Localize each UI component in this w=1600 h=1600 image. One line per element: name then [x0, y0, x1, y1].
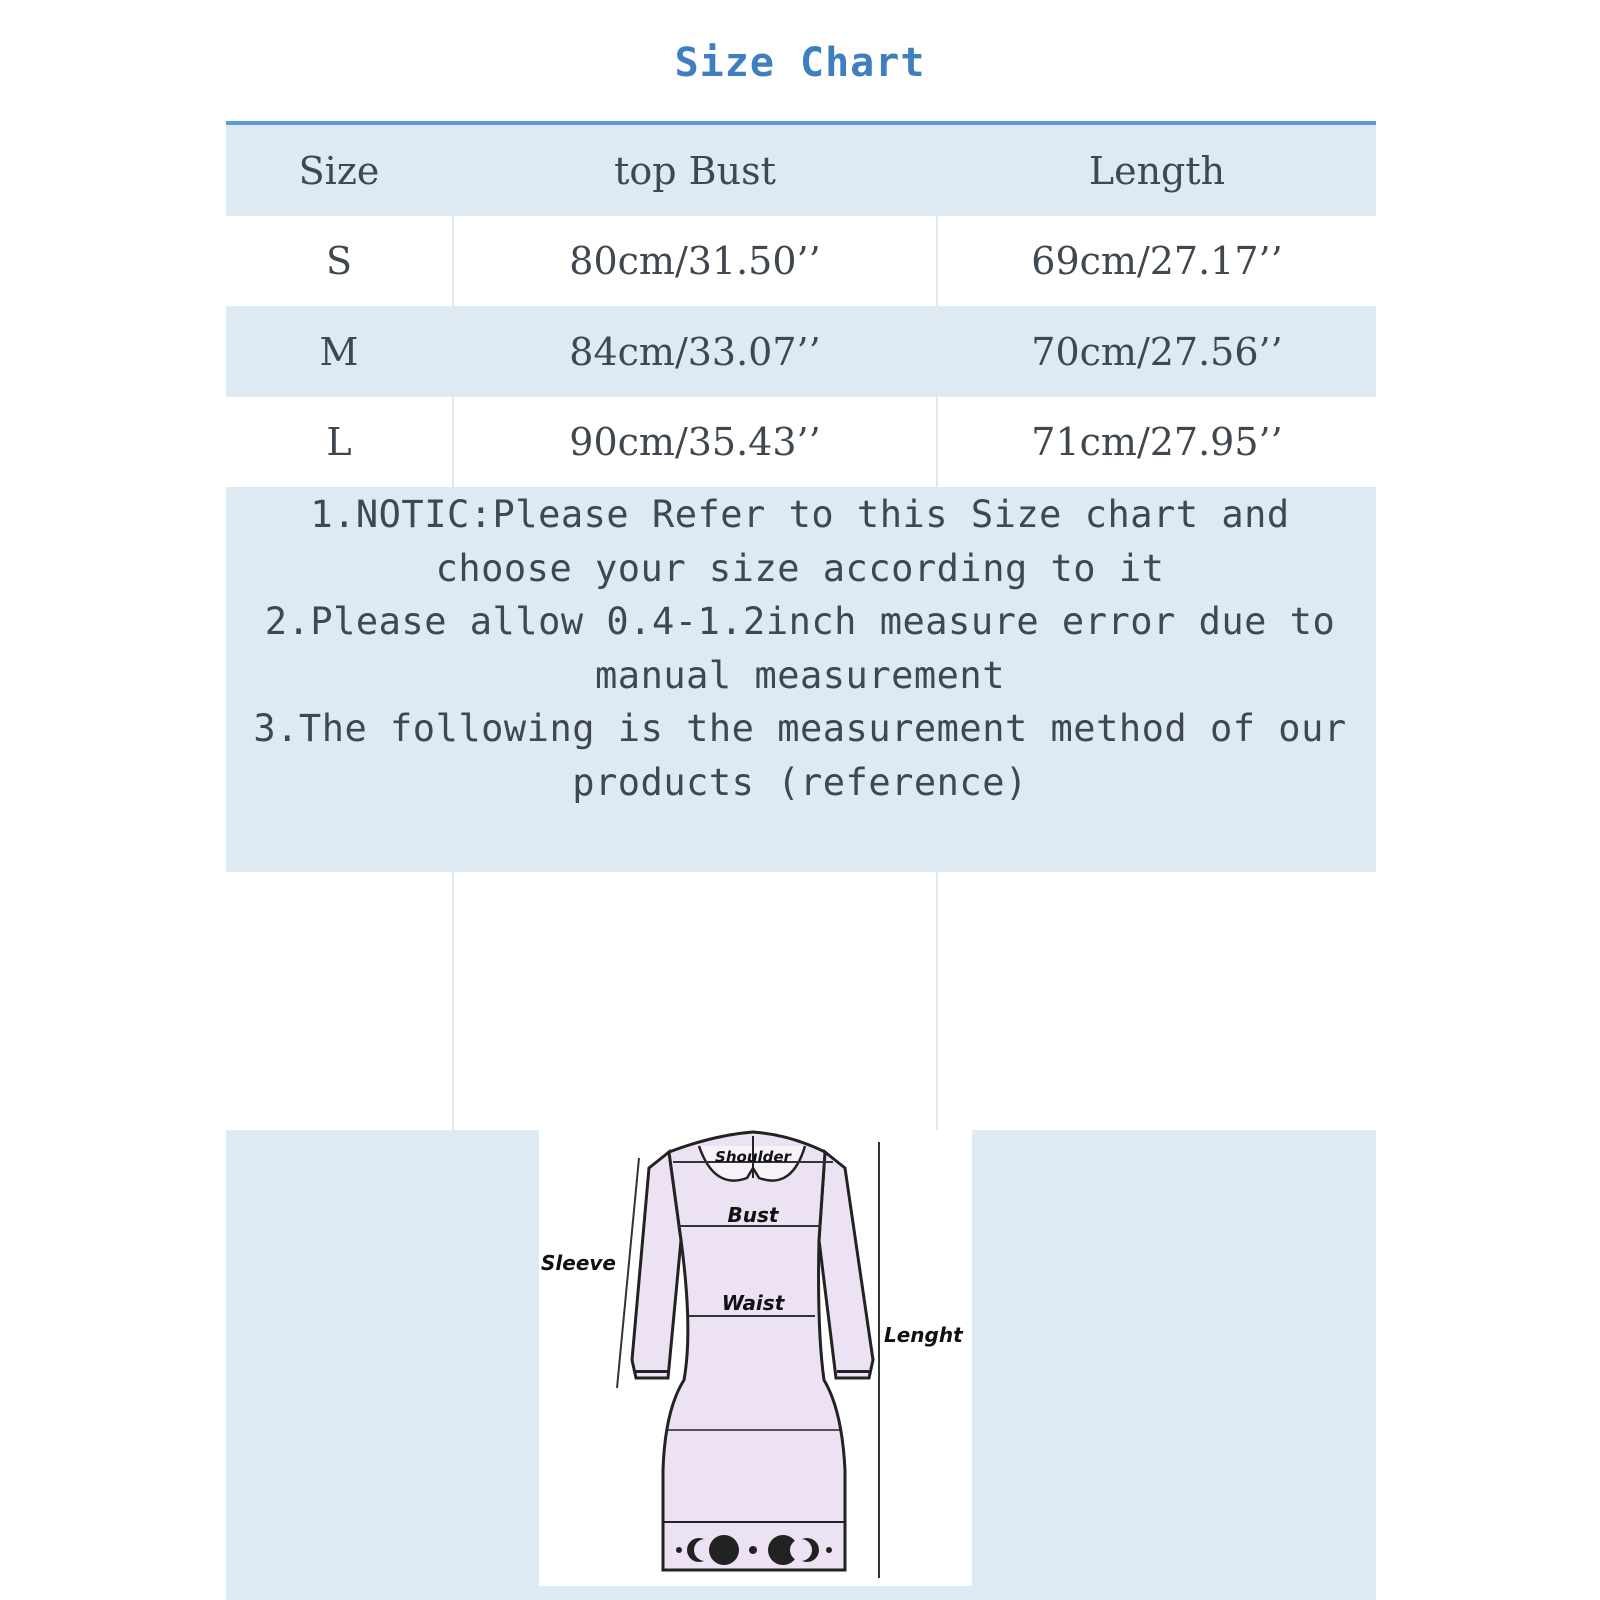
- note-2: 2.Please allow 0.4-1.2inch measure error due to manual measurement: [264, 600, 1336, 697]
- cell-length: 69cm/27.17’’: [1031, 239, 1283, 283]
- measurement-diagram: [539, 1130, 972, 1586]
- dress-body: [663, 1132, 845, 1570]
- header-length: Length: [1088, 148, 1226, 193]
- notes-block: [240, 488, 1360, 809]
- bust-label: Bust: [727, 1203, 779, 1227]
- cell-length: 70cm/27.56’’: [1031, 329, 1283, 374]
- note-3: 3.The following is the measurement method of our products (reference): [253, 707, 1347, 804]
- cell-bust: 80cm/31.50’’: [569, 239, 821, 283]
- cell-length: 71cm/27.95’’: [1031, 420, 1283, 464]
- right-sleeve: [819, 1152, 873, 1378]
- sleeve-label: Sleeve: [541, 1251, 616, 1275]
- cell-bust: 84cm/33.07’’: [569, 329, 821, 374]
- shoulder-label: Shoulder: [715, 1148, 791, 1166]
- header-size: Size: [298, 148, 380, 193]
- header-bust: top Bust: [614, 148, 776, 193]
- length-label: Lenght: [884, 1323, 963, 1347]
- dress-illustration: [539, 1130, 972, 1586]
- column-divider: [452, 872, 454, 1130]
- cell-size: M: [319, 329, 359, 374]
- cell-size: S: [325, 239, 353, 283]
- cell-size: L: [326, 420, 352, 464]
- waist-label: Waist: [721, 1291, 785, 1315]
- note-1: 1.NOTIC:Please Refer to this Size chart and choose your size according to it: [310, 493, 1290, 590]
- cell-bust: 90cm/35.43’’: [569, 420, 821, 464]
- column-divider: [936, 872, 938, 1130]
- page-title: Size Chart: [674, 40, 926, 86]
